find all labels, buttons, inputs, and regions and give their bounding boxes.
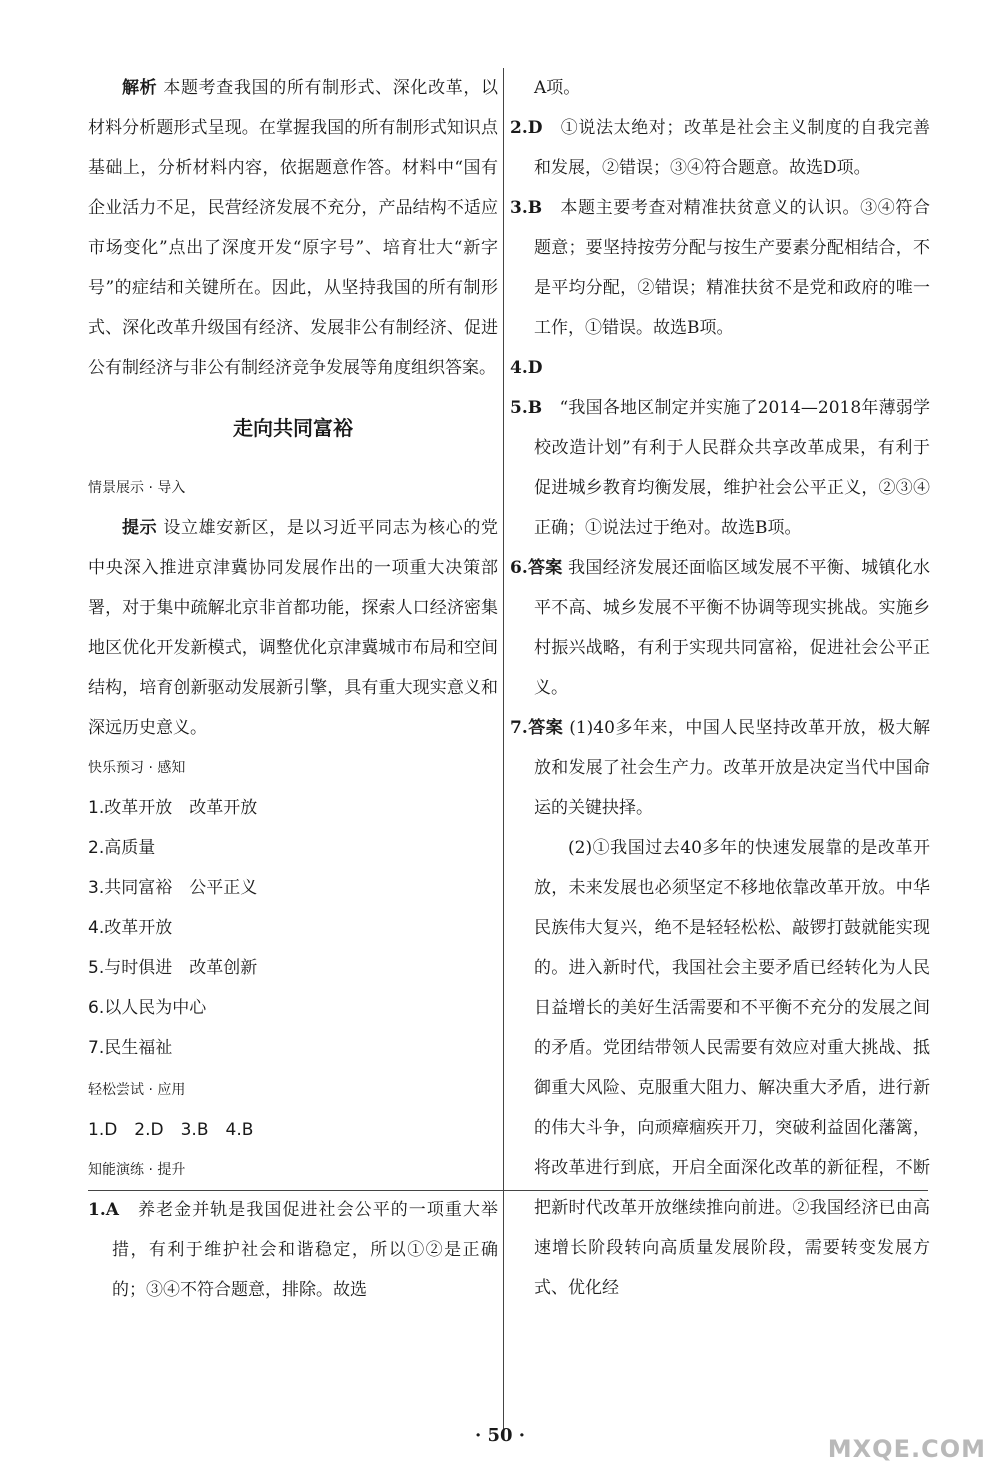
question-1 [88,1190,498,1310]
right-column [510,68,930,1308]
try-answers: 1.D 2.D 3.B 4.B [88,1120,254,1140]
analysis-text: 本题考查我国的所有制形式、深化改革，以材料分析题形式呈现。在掌握我国的所有制形式知识点基础上，分析材料内容，依据题意作答。材料中“国有企业活力不足，民营经济发展不充分，产品结构不适应市场变化”点出了深度开发“原字号”、培育壮大“新字号”的症结和关键所在。因此，从坚持我国的所有制形式、深化改革升级国有经济、发展非公有制经济、促进公有制经济与非公有制经济竞争发展等角度组织答案。 [88,78,499,378]
question-7-text-1: (1)40多年来，中国人民坚持改革开放，极大解放和发展了社会生产力。改革开放是决定当代中国命运的关键抉择。 [534,718,931,818]
analysis-label: 解析 [122,78,158,98]
question-2 [510,108,930,188]
section-title: 走向共同富裕 [233,416,353,440]
preview-item: 6.以人民为中心 [88,998,207,1018]
preview-item: 4.改革开放 [88,918,173,938]
hint-text: 设立雄安新区，是以习近平同志为核心的党中央深入推进京津冀协同发展作出的一项重大决策部署，对于集中疏解北京非首都功能，探索人口经济密集地区优化开发新模式，调整优化京津冀城市布局和空间结构，培育创新驱动发展新引擎，具有重大现实意义和深远历史意义。 [88,518,499,738]
preview-item: 3.共同富裕 公平正义 [88,878,258,898]
question-3-number: 3.B [510,198,543,218]
column-divider [503,68,504,1430]
question-7-part-2: (2)①我国过去40多年的快速发展靠的是改革开放，未来发展也必须坚定不移地依靠改革开放。中华民族伟大复兴，绝不是轻轻松松、敲锣打鼓就能实现的。进入新时代，我国社会主要矛盾已经转化为人民日益增长的美好生活需要和不平衡不充分的发展之间的矛盾。党团结带领人民需要有效应对重大挑战、抵御重大风险、克服重大阻力、解决重大矛盾，进行新的伟大斗争，向顽瘴痼疾开刀，突破利益固化藩篱，将改革进行到底，开启全面深化改革的新征程，不断把新时代改革开放继续推向前进。②我国经济已由高速增长阶段转向高质量发展阶段，需要转变发展方式、优化经 [534,838,930,1298]
section-header-try: 轻松尝试 · 应用 [88,1082,186,1098]
question-7 [510,708,930,828]
question-2-number: 2.D [510,118,543,138]
question-6-number: 6.答案 [510,558,563,578]
question-5 [510,388,930,548]
preview-item: 2.高质量 [88,838,156,858]
question-4 [510,348,930,388]
question-1-tail: A项。 [534,78,581,98]
question-1-number: 1.A [88,1200,119,1220]
question-7-number: 7.答案 [510,718,564,738]
question-1-text: 养老金并轨是我国促进社会公平的一项重大举措，有利于维护社会和谐稳定，所以①②是正确的；③④不符合题意，排除。故选 [112,1200,499,1300]
analysis-paragraph [88,68,498,388]
left-column [88,68,498,1310]
preview-item: 7.民生福祉 [88,1038,173,1058]
question-5-text: “我国各地区制定并实施了2014—2018年薄弱学校改造计划”有利于人民群众共享改革成果，有利于促进城乡教育均衡发展，维护社会公平正义，②③④正确；①说法过于绝对。故选B项。 [534,398,930,538]
section-header-practice: 知能演练 · 提升 [88,1162,186,1178]
hint-paragraph [88,508,498,748]
question-6 [510,548,930,708]
preview-item: 1.改革开放 改革开放 [88,798,258,818]
section-header-preview: 快乐预习 · 感知 [88,760,186,776]
page-number: · 50 · [474,1425,526,1446]
question-3 [510,188,930,348]
question-5-number: 5.B [510,398,543,418]
question-4-number: 4.D [510,358,543,378]
hint-label: 提示 [122,518,158,538]
question-2-text: ①说法太绝对；改革是社会主义制度的自我完善和发展，②错误；③④符合题意。故选D项。 [534,118,931,178]
watermark-logo: MXQE.COM [827,1435,986,1463]
section-header-scenario: 情景展示 · 导入 [88,480,186,496]
preview-item: 5.与时俱进 改革创新 [88,958,258,978]
question-3-text: 本题主要考查对精准扶贫意义的认识。③④符合题意；要坚持按劳分配与按生产要素分配相结合，不是平均分配，②错误；精准扶贫不是党和政府的唯一工作，①错误。故选B项。 [534,198,931,338]
question-6-text: 我国经济发展还面临区域发展不平衡、城镇化水平不高、城乡发展不平衡不协调等现实挑战。实施乡村振兴战略，有利于实现共同富裕，促进社会公平正义。 [534,558,931,698]
